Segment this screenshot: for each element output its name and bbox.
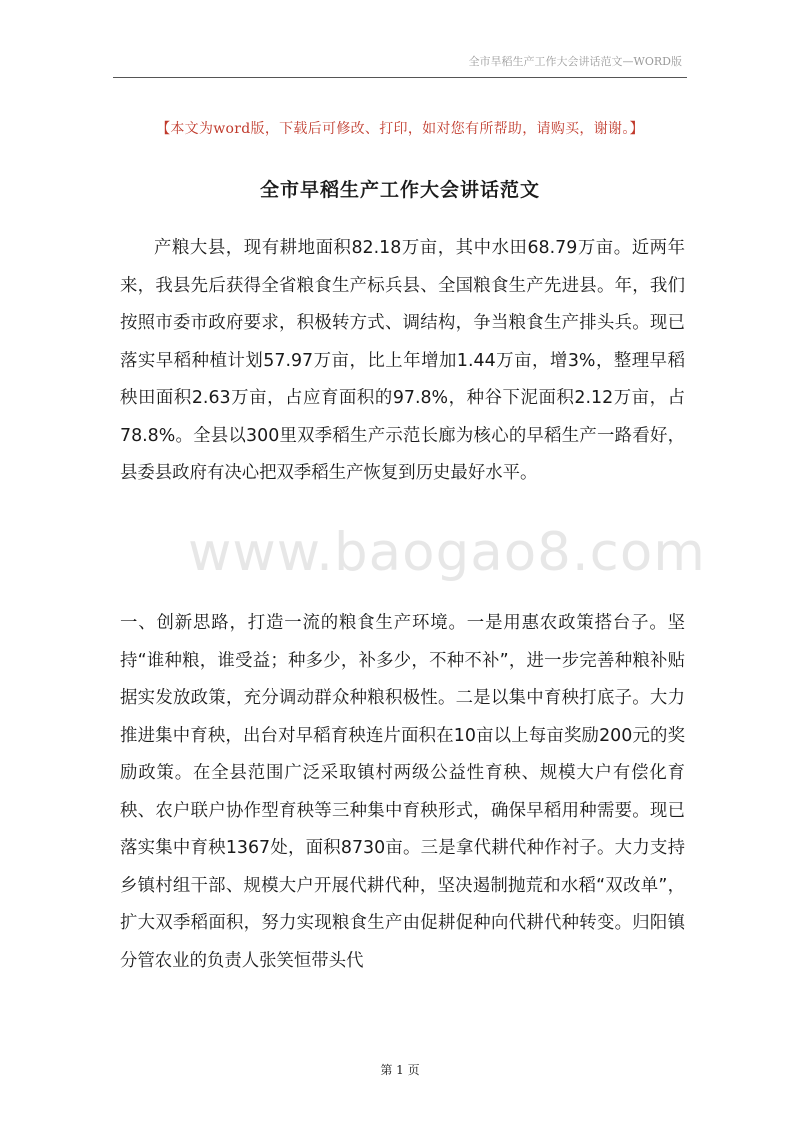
body-paragraph-1: 产粮大县，现有耕地面积82.18万亩，其中水田68.79万亩。近两年来，我县先后获得全省粮食生产标兵县、全国粮食生产先进县。年，我们按照市委市政府要求，积极转方式、调结构，争当粮食生产排头兵。现已落实早稻种植计划57.97万亩，比上年增加1.44万亩，增3%，整理早稻秧田面积2.63万亩，占应育面积的97.8%，种谷下泥面积2.12万亩，占78.8%。全县以300里双季稻生产示范长廊为核心的早稻生产一路看好，县委县政府有决心把双季稻生产恢复到历史最好水平。 (120, 238, 685, 483)
page-number: 第 1 页 (380, 1063, 420, 1077)
purchase-notice: 【本文为word版，下载后可修改、打印，如对您有所帮助，请购买，谢谢。】 (156, 121, 644, 137)
document-title: 全市早稻生产工作大会讲话范文 (259, 179, 540, 201)
running-header: 全市旱稻生产工作大会讲话范文—WORD版 (468, 55, 682, 68)
header-rule (113, 77, 687, 78)
body-paragraph-2: 一、创新思路，打造一流的粮食生产环境。一是用惠农政策搭台子。坚持“谁种粮，谁受益；种多少，补多少，不种不补”，进一步完善种粮补贴据实发放政策，充分调动群众种粮积极性。二是以集中育秧打底子。大力推进集中育秧，出台对早稻育秧连片面积在10亩以上每亩奖励200元的奖励政策。在全县范围广泛采取镇村两级公益性育秧、规模大户有偿化育秧、农户联户协作型育秧等三种集中育秧形式，确保早稻用种需要。现已落实集中育秧1367处，面积8730亩。三是拿代耕代种作衬子。大力支持乡镇村组干部、规模大户开展代耕代种，坚决遏制抛荒和水稻“双改单”，扩大双季稻面积，努力实现粮食生产由促耕促种向代耕代种转变。归阳镇分管农业的负责人张笑恒带头代 (120, 613, 685, 971)
watermark: www.baogao8.com (188, 522, 706, 583)
